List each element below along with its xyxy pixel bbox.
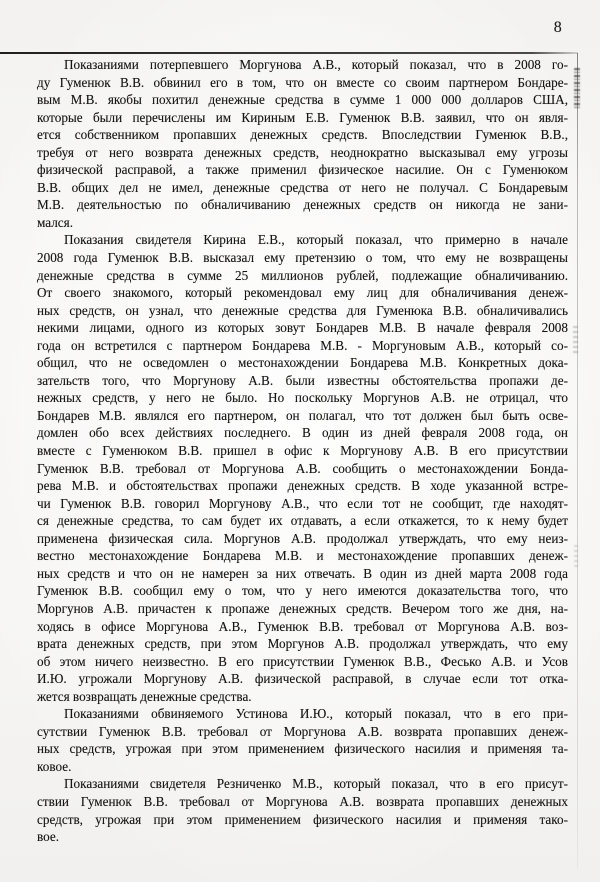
text-line: врата денежных средств, при этом Моргунов А.В. продолжал утверждать, что ему — [37, 636, 568, 652]
text-line: домлен обо всех действиях последнего. В один из дней февраля 2008 года, он — [37, 425, 568, 441]
text-line: вым М.В. якобы похитил денежные средства в сумме 1 000 000 долларов США, — [37, 92, 568, 108]
text-line: вместе с Гуменюком В.В. пришел в офис к Моргунову А.В. В его присутствии — [37, 443, 568, 459]
text-line: жется возвращать денежные средства. — [37, 688, 252, 704]
text-line: зательств того, что Моргунову А.В. были известны обстоятельства пропажи де- — [37, 372, 568, 388]
text-line: ствии Гуменюк В.В. требовал от Моргунова А.В. возврата пропавших денежных — [37, 793, 568, 809]
text-line: Бондарев М.В. являлся его партнером, он полагал, что тот должен был быть осве- — [37, 407, 568, 423]
text-line: ных средств и что он не намерен за них отвечать. В один из дней марта 2008 года — [37, 565, 568, 581]
text-line: ется собственником пропавших денежных средств. Впоследствии Гуменюк В.В., — [37, 127, 568, 143]
text-line: рева М.В. и обстоятельствах пропажи денежных средств. В ходе указанной встре- — [37, 478, 568, 494]
text-line: ходясь в офисе Моргунова А.В., Гуменюк В.В. требовал от Моргунова А.В. воз- — [37, 618, 568, 634]
text-line: общил, что не осведомлен о местонахождении Бондарева М.В. Конкретных дока- — [37, 355, 568, 371]
text-line: применена физическая сила. Моргунов А.В. продолжал утверждать, что ему неиз- — [37, 530, 568, 546]
text-line: года он встретился с партнером Бондарева М.В. - Моргуновым А.В., который со- — [37, 337, 568, 353]
document-body — [37, 56, 568, 846]
text-line: М.В. деятельностью по обналичиванию денежных средств он никогда не зани- — [37, 197, 568, 213]
text-line: ковое. — [37, 758, 72, 774]
scan-artifact — [574, 545, 578, 567]
text-line: В.В. общих дел не имел, денежные средства от него не получал. С Бондаревым — [37, 179, 568, 195]
text-line: мался. — [37, 214, 74, 230]
text-line: Показаниями обвиняемого Устинова И.Ю., который показал, что в его при- — [64, 706, 568, 722]
text-line: Показаниями свидетеля Резниченко М.В., который показал, что в его присут- — [64, 776, 568, 792]
top-rule-line — [0, 52, 578, 54]
text-line: денежные средства в сумме 25 миллионов рублей, подлежащие обналичиванию. — [37, 267, 568, 283]
text-line: нежных средств, у него не было. Но поскольку Моргунов А.В. не отрицал, что — [37, 390, 568, 406]
text-line: физической расправой, а также применил физическое насилие. Он с Гуменюком — [37, 162, 568, 178]
text-line: Показания свидетеля Кирина Е.В., который показал, что примерно в начале — [64, 232, 568, 248]
text-line: вестно местонахождение Бондарева М.В. и местонахождение пропавших денеж- — [37, 548, 568, 564]
text-line: вое. — [37, 829, 60, 845]
text-line: ся денежные средства, то сам будет их отдавать, а если откажется, то к нему будет — [37, 513, 568, 529]
text-line: средств, угрожая при этом применением физического насилия и применяя тако- — [37, 811, 568, 827]
text-line: Моргунов А.В. причастен к пропаже денежных средств. Вечером того же дня, на- — [37, 600, 568, 616]
text-line: Показаниями потерпевшего Моргунова А.В., который показал, что в 2008 го- — [64, 57, 568, 72]
text-line: 2008 года Гуменюк В.В. высказал ему претензию о том, что ему не возвращены — [37, 250, 568, 266]
text-line: об этом ничего неизвестно. В его присутствии Гуменюк В.В., Фесько А.В. и Усов — [37, 653, 568, 669]
scan-artifact — [574, 68, 580, 110]
right-edge-line — [577, 53, 578, 868]
scan-artifact — [573, 326, 578, 354]
text-line: чи Гуменюк В.В. говорил Моргунову А.В., что если тот не сообщит, где находят- — [37, 495, 568, 511]
text-line: ных средств, он узнал, что денежные средства для Гуменюка В.В. обналичивались — [37, 302, 568, 318]
page-number: 8 — [553, 19, 562, 36]
text-line: требуя от него возврата денежных средств, неоднократно высказывал ему угрозы — [37, 144, 568, 160]
text-line: И.Ю. угрожали Моргунову А.В. физической расправой, в случае если тот отка- — [37, 671, 568, 687]
text-line: некими лицами, одного из которых зовут Бондарев М.В. В начале февраля 2008 — [37, 320, 568, 336]
text-line: Гуменюк В.В. сообщил ему о том, что у него имеются доказательства того, что — [37, 583, 568, 599]
text-line: От своего знакомого, который рекомендовал ему лиц для обналичивания денеж- — [37, 285, 568, 301]
text-line: Гуменюк В.В. требовал от Моргунова А.В. сообщить о местонахождении Бонда- — [37, 460, 568, 476]
text-line: ду Гуменюк В.В. обвинил его в том, что он вместе со своим партнером Бондаре- — [37, 74, 568, 90]
text-line: которые были перечислены им Кириным Е.В. Гуменюк В.В. заявил, что он явля- — [37, 109, 568, 125]
text-line: сутствии Гуменюк В.В. требовал от Моргунова А.В. возврата пропавших денеж- — [37, 723, 568, 739]
text-line: ных средств, угрожая при этом применением физического насилия и применяя та- — [37, 741, 568, 757]
